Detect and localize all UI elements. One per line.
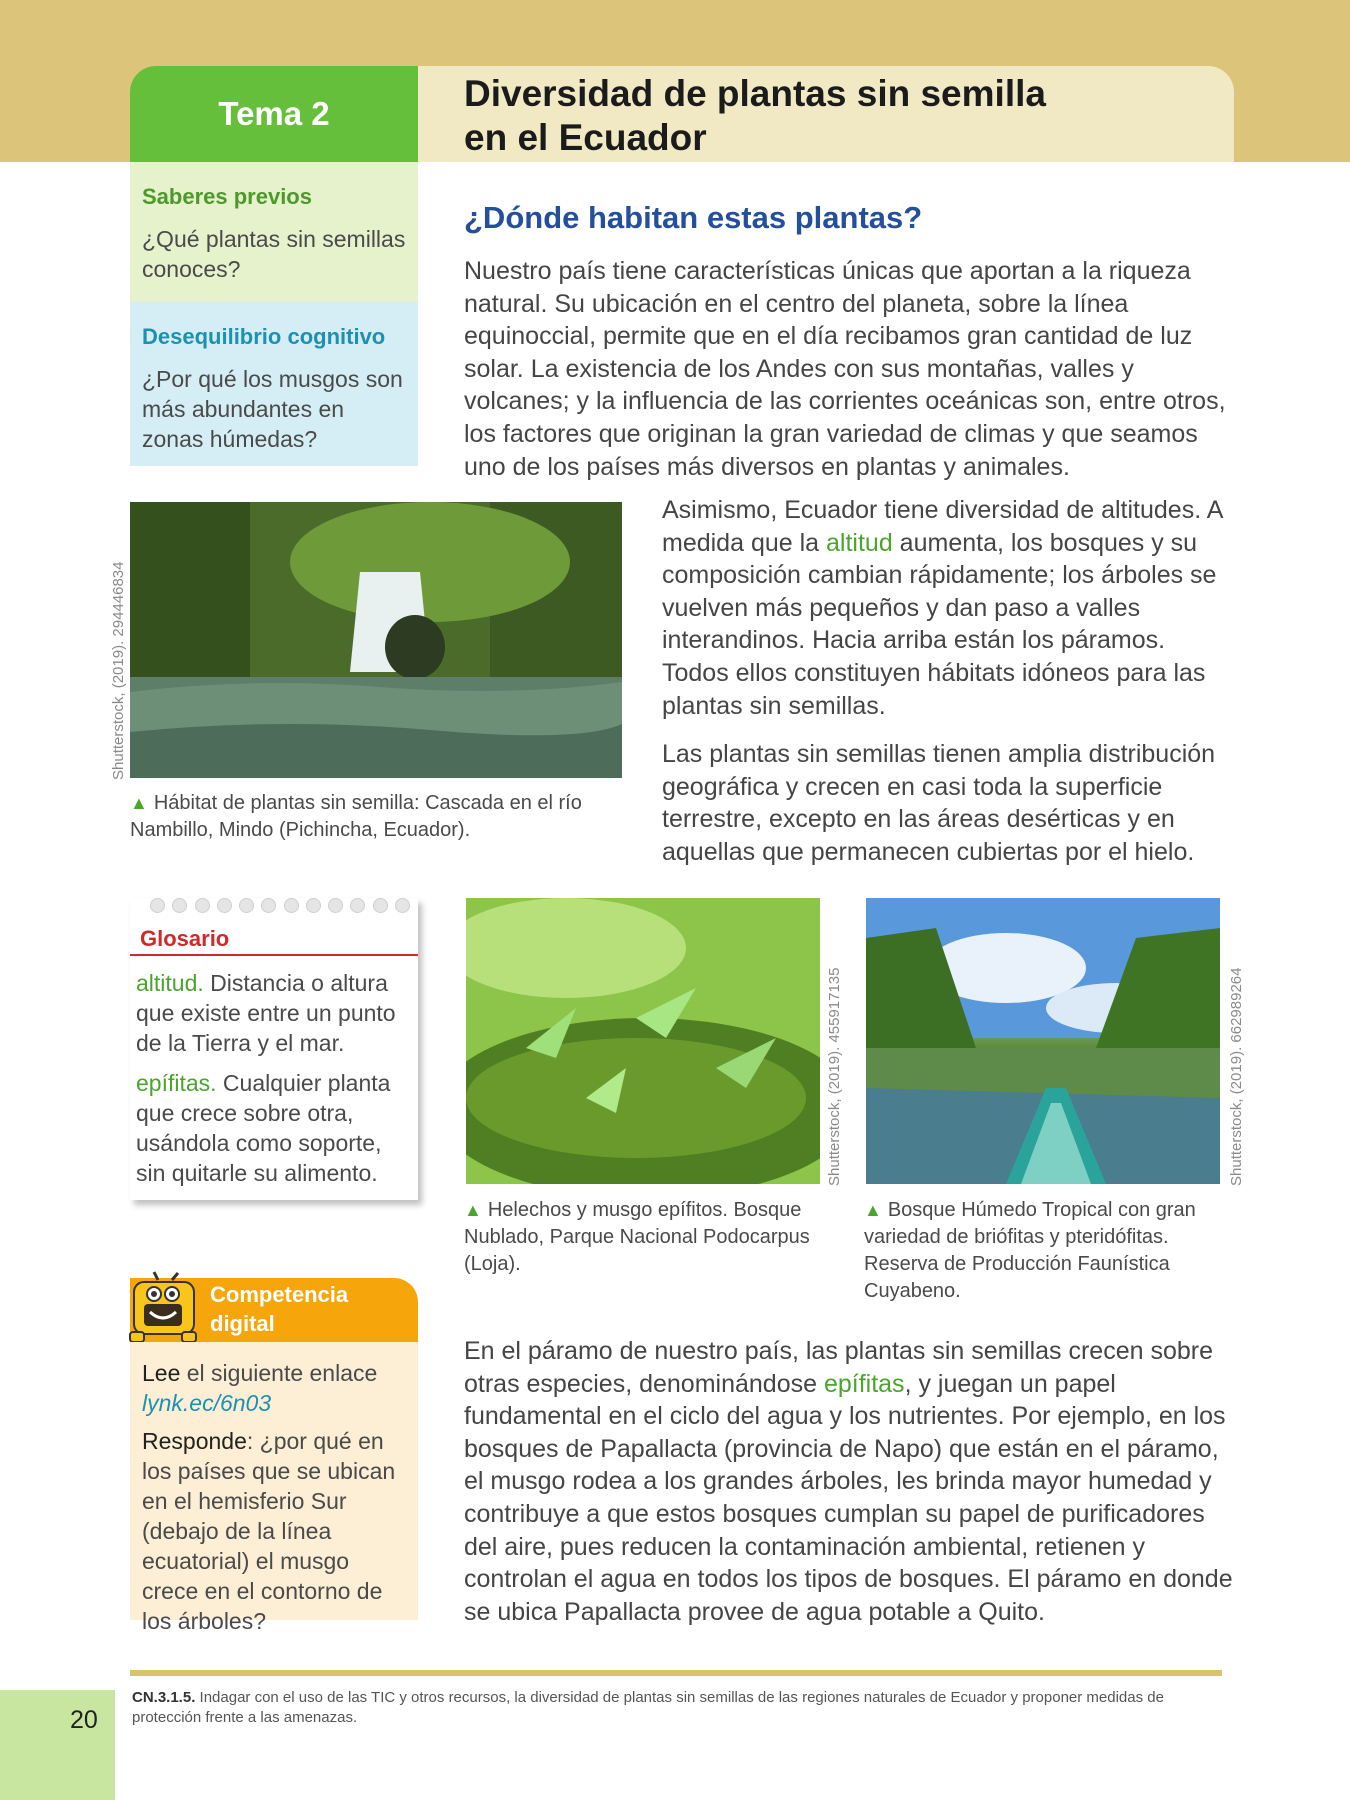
caption-river-text: Bosque Húmedo Tropical con gran variedad de briófitas y pteridófitas. Reserva de Producción Faunística Cuyabeno. [864, 1199, 1196, 1302]
waterfall-illustration [130, 502, 622, 778]
ring-icon [373, 898, 388, 913]
ring-icon [395, 898, 410, 913]
glosario-entry-epifitas [136, 1068, 414, 1188]
lynk-link[interactable]: lynk.ec/6n03 [142, 1390, 272, 1416]
competencia-digital-body [130, 1342, 418, 1634]
waterfall-photo [130, 502, 622, 778]
glosario-divider [130, 954, 418, 956]
page-title-line1: Diversidad de plantas sin semilla [464, 73, 1046, 114]
glosario-entry-altitud [136, 968, 414, 1058]
tema-label: Tema 2 [218, 95, 330, 132]
footer-divider [130, 1670, 1222, 1676]
caption-river [864, 1197, 1224, 1305]
competencia-digital-heading-line1: Competencia [210, 1282, 349, 1307]
saberes-previos-question: ¿Qué plantas sin semillas conoces? [142, 226, 406, 282]
page-title-line2: en el Ecuador [464, 117, 707, 158]
glosario-definition: Distancia o altura que existe entre un punto de la Tierra y el mar. [136, 970, 396, 1056]
glosario-definition: Cualquier planta que crece sobre otra, usándola como soporte, sin quitarle su alimento. [136, 1070, 391, 1186]
footer-description: Indagar con el uso de las TIC y otros recursos, la diversidad de plantas sin semillas de las regiones naturales de Ecuador y proponer medidas de protección frente a las amenazas. [132, 1689, 1164, 1726]
ring-icon [306, 898, 321, 913]
robot-mascot-icon [128, 1270, 198, 1344]
glosario-card [130, 898, 418, 1200]
paragraph-altitudes-b: aumenta, los bosques y su composición cambian rápidamente; los árboles se vuelven más pequeños y dan paso a valles interandinos. Hacia arriba están los páramos. Todos ellos constituyen hábitats idóneos para las plantas sin semillas. [662, 528, 1217, 720]
photo-credit-waterfall: Shutterstock, (2019). 294446834 [110, 561, 127, 780]
ring-icon [217, 898, 232, 913]
glosario-term: altitud. [136, 970, 204, 996]
footer-objective [132, 1688, 1222, 1728]
notebook-rings [150, 898, 410, 914]
responde-label: Responde [142, 1428, 247, 1454]
ring-icon [239, 898, 254, 913]
paragraph-paramo-a: En el páramo de nuestro país, las plantas sin semillas crecen sobre otras especies, denominándose [464, 1337, 1213, 1398]
paragraph-paramo [464, 1335, 1234, 1628]
saberes-previos-heading: Saberes previos [142, 184, 312, 209]
paragraph-altitudes-a: Asimismo, Ecuador tiene diversidad de altitudes. A medida que la [662, 496, 1223, 557]
triangle-icon: ▲ [130, 793, 148, 813]
lee-text: el siguiente enlace [180, 1360, 378, 1386]
desequilibrio-cognitivo-box [130, 302, 418, 466]
ring-icon [284, 898, 299, 913]
caption-waterfall [130, 790, 620, 844]
term-epifitas: epífitas [823, 1369, 905, 1398]
paragraph-intro: Nuestro país tiene características únicas que aportan a la riqueza natural. Su ubicación en el centro del planeta, sobre la línea equinoccial, permite que en el día recibamos gran cantidad de luz solar. La existencia de los Andes con sus montañas, valles y volcanes; y la influencia de las corrientes oceánicas son, entre otros, los factores que originan la gran variedad de climas y que seamos uno de los países más diversos en plantas y animales. [464, 257, 1226, 481]
river-illustration [866, 898, 1220, 1184]
caption-ferns-text: Helechos y musgo epífitos. Bosque Nublado, Parque Nacional Podocarpus (Loja). [464, 1199, 810, 1275]
page-title [464, 72, 1184, 160]
glosario-term: epífitas. [136, 1070, 217, 1096]
term-altitud: altitud [826, 528, 893, 557]
paragraph-altitudes [662, 494, 1234, 722]
photo-credit-ferns: Shutterstock, (2019). 455917135 [826, 967, 843, 1186]
page-number: 20 [70, 1706, 98, 1734]
desequilibrio-cognitivo-question: ¿Por qué los musgos son más abundantes en zonas húmedas? [142, 366, 403, 452]
paragraph-distribution: Las plantas sin semillas tienen amplia distribución geográfica y crecen en casi toda la superficie terrestre, excepto en las áreas desérticas y en aquellas que permanecen cubiertas por el hielo. [662, 740, 1216, 866]
saberes-previos-box [130, 162, 418, 302]
ring-icon [328, 898, 343, 913]
glosario-heading: Glosario [140, 926, 230, 951]
caption-ferns [464, 1197, 824, 1278]
ring-icon [195, 898, 210, 913]
competencia-digital-heading-line2: digital [210, 1311, 275, 1336]
desequilibrio-cognitivo-heading: Desequilibrio cognitivo [142, 324, 386, 349]
ferns-illustration [466, 898, 820, 1184]
responde-text: : ¿por qué en los países que se ubican en el hemisferio Sur (debajo de la línea ecuatorial) el musgo crece en el contorno de los árboles? [142, 1428, 396, 1634]
caption-waterfall-text: Hábitat de plantas sin semilla: Cascada en el río Nambillo, Mindo (Pichincha, Ecuador). [130, 792, 582, 841]
ring-icon [172, 898, 187, 913]
paragraph-paramo-b: , y juegan un papel fundamental en el ciclo del agua y los nutrientes. Por ejemplo, en los bosques de Papallacta (provincia de Napo) que están en el páramo, el musgo rodea a los grandes árboles, les brinda mayor humedad y contribuye a que estos bosques cumplan su papel de purificadores del aire, pues reducen la contaminación ambiental, retienen y controlan el agua en todos los tipos de bosques. El páramo en donde se ubica Papallacta provee de agua potable a Quito. [464, 1369, 1233, 1626]
triangle-icon: ▲ [864, 1200, 882, 1220]
ring-icon [150, 898, 165, 913]
section-heading: ¿Dónde habitan estas plantas? [464, 200, 923, 235]
ferns-moss-photo [466, 898, 820, 1184]
river-forest-photo [866, 898, 1220, 1184]
competencia-digital-heading [210, 1280, 348, 1338]
footer-code: CN.3.1.5. [132, 1689, 196, 1706]
lee-instruction [142, 1358, 406, 1418]
lee-label: Lee [142, 1360, 181, 1386]
photo-credit-river: Shutterstock, (2019). 662989264 [1228, 967, 1245, 1186]
responde-instruction [142, 1426, 406, 1636]
triangle-icon: ▲ [464, 1200, 482, 1220]
tema-badge [130, 66, 418, 162]
ring-icon [261, 898, 276, 913]
ring-icon [350, 898, 365, 913]
